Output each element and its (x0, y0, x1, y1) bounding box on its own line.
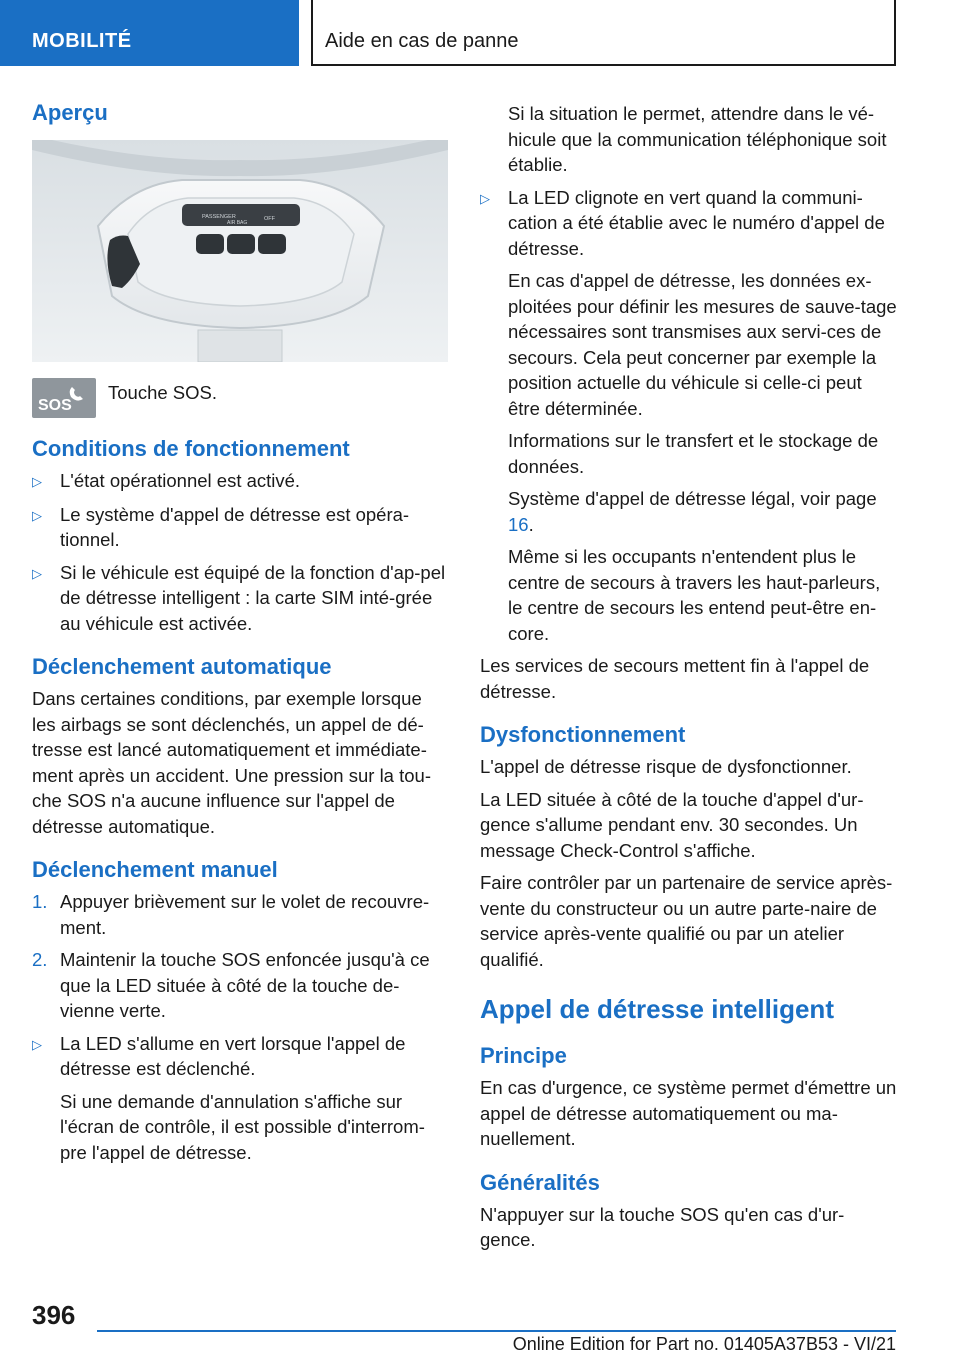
principle-heading: Principe (480, 1043, 567, 1068)
list-item: ▷ L'état opérationnel est activé. (32, 468, 450, 495)
airbag-label: AIR BAG (227, 220, 248, 226)
list-item: ▷ Si le véhicule est équipé de la fonction d'ap-pel de détresse intelligent : la carte SIM inté-grée au véhicule est activée. (32, 560, 450, 637)
manual-steps-list (32, 889, 450, 1082)
principle-text: En cas d'urgence, ce système permet d'émettre un appel de détresse automatiquement ou ma-nuellement. (480, 1077, 897, 1149)
triangle-bullet-icon: ▷ (32, 565, 42, 581)
sos-button-icon (32, 378, 96, 418)
triangle-bullet-icon: ▷ (32, 474, 42, 489)
overhead-console-figure (32, 140, 448, 362)
triangle-bullet-icon: ▷ (32, 1036, 42, 1052)
sos-key-caption-row (32, 380, 450, 418)
end-call-text: Les services de secours mettent fin à l'appel de détresse. (480, 655, 870, 702)
page-link[interactable]: 16 (508, 513, 529, 535)
speakers-text: Même si les occupants n'entendent plus le centre de secours à travers les haut-parleurs, le centre de secours les entend peut-être en-core. (508, 546, 881, 644)
list-item: 2. Maintenir la touche SOS enfoncée jusqu'à ce que la LED située à côté de la touche de-vienne verte. (32, 949, 430, 1021)
edition-text: Online Edition for Part no. 01405A37B53 - VI/21 (512, 1334, 896, 1354)
overhead-console-illustration (32, 140, 448, 362)
manual-trigger-heading: Déclenchement manuel (32, 857, 278, 882)
auto-trigger-text: Dans certaines conditions, par exemple lorsque les airbags se sont déclenchés, un appel de dé-tresse est lancé automatiquement et immédiate-ment après un accident. Une pression sur la tou-che SOS n'a aucune influence sur l'appel de détresse automatique. (32, 688, 431, 837)
chapter-title: Aide en cas de panne (311, 0, 896, 66)
triangle-bullet-icon: ▷ (480, 190, 490, 206)
airbag-off-label: OFF (264, 216, 275, 222)
list-item: ▷ Le système d'appel de détresse est opéra-tionnel. (32, 502, 450, 553)
general-text: N'appuyer sur la touche SOS qu'en cas d'ur-gence. (480, 1203, 845, 1250)
left-column (32, 100, 450, 1172)
continued-text: Si la situation le permet, attendre dans le vé-hicule que la communication téléphonique soit établie. (508, 103, 887, 175)
triangle-bullet-icon: ▷ (32, 507, 42, 523)
conditions-list (32, 468, 450, 636)
page-header (0, 0, 960, 66)
sos-badge-text: SOS (38, 397, 72, 414)
list-item: 1. Appuyer brièvement sur le volet de recouvre-ment. (32, 891, 430, 938)
data-transfer-text: En cas d'appel de détresse, les données ex-ploitées pour définir les mesures de sauve-tage nécessaires sont transmises aux servi-ces de secours. Cela peut concerner par exemple la position actuelle du véhicule si celle-ci peut être déterminée. (508, 270, 897, 419)
smart-call-heading: Appel de détresse intelligent (480, 994, 834, 1024)
sos-caption: Touche SOS. (108, 382, 218, 403)
auto-trigger-heading: Déclenchement automatique (32, 654, 332, 679)
data-storage-text: Informations sur le transfert et le stockage de données. (508, 430, 879, 477)
section-title: MOBILITÉ (0, 0, 299, 66)
led-list (480, 185, 898, 262)
list-item: ▷ La LED s'allume en vert lorsque l'appel de détresse est déclenché. (32, 1031, 450, 1082)
malfunction-text-1: L'appel de détresse risque de dysfonctionner. (480, 756, 852, 777)
malfunction-text-3: Faire contrôler par un partenaire de service après-vente du constructeur ou un autre parte-naire de service après-vente qualifié ou par un atelier qualifié. (480, 872, 893, 970)
passenger-airbag-label: PASSENGER (202, 214, 236, 220)
footer-divider (97, 1330, 896, 1332)
manual-sub-text: Si une demande d'annulation s'affiche sur l'écran de contrôle, il est possible d'interrom-pre l'appel de détresse. (60, 1090, 425, 1163)
right-column (480, 101, 898, 1260)
general-heading: Généralités (480, 1169, 600, 1195)
conditions-heading: Conditions de fonctionnement (32, 436, 350, 461)
legal-system-reference: Système d'appel de détresse légal, voir page 16. (508, 488, 877, 535)
malfunction-heading: Dysfonctionnement (480, 722, 686, 747)
list-item: ▷ La LED clignote en vert quand la communi-cation a été établie avec le numéro d'appel de détresse. (480, 185, 898, 262)
page-number: 396 (32, 1300, 76, 1330)
malfunction-text-2: La LED située à côté de la touche d'appel d'ur-gence s'allume pendant env. 30 secondes. Un message Check-Control s'affiche. (480, 788, 864, 861)
overview-heading: Aperçu (32, 100, 108, 125)
